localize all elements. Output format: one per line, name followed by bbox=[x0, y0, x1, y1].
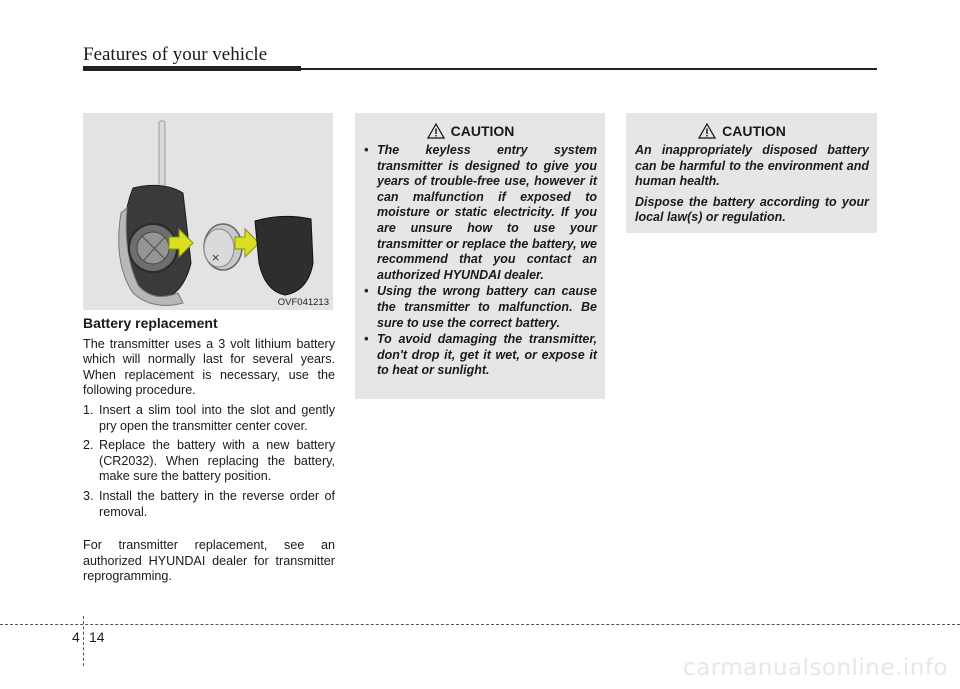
svg-text:×: × bbox=[211, 251, 221, 264]
caution-header bbox=[635, 123, 869, 139]
warning-triangle-icon bbox=[698, 123, 716, 139]
watermark: carmanualsonline.info bbox=[682, 655, 948, 681]
figure-code: OVF041213 bbox=[277, 297, 329, 308]
step-number: 1. bbox=[83, 402, 94, 417]
section-heading: Battery replacement bbox=[83, 315, 218, 331]
bullet: • bbox=[364, 332, 369, 347]
caution-box-transmitter bbox=[355, 113, 605, 399]
step-text: Install the battery in the reverse order of removal. bbox=[99, 488, 335, 519]
chapter-number: 4 bbox=[72, 629, 80, 645]
caution-paragraph: Dispose the battery according to your local law(s) or regulation. bbox=[635, 194, 869, 225]
list-item bbox=[364, 284, 597, 331]
step-text: Replace the battery with a new battery (CR2032). When replacing the battery, make sure the battery position. bbox=[99, 438, 335, 484]
caution-title: CAUTION bbox=[722, 123, 786, 139]
battery-replacement-section bbox=[83, 316, 335, 585]
replacement-note: For transmitter replacement, see an authorized HYUNDAI dealer for transmitter reprogramming. bbox=[83, 538, 335, 584]
key-fob-illustration bbox=[83, 113, 333, 310]
list-item bbox=[83, 438, 335, 485]
caution-header bbox=[364, 123, 597, 139]
header-rule-thin bbox=[301, 68, 877, 70]
step-number: 2. bbox=[83, 438, 94, 453]
caution-box-disposal bbox=[626, 113, 877, 233]
step-text: Insert a slim tool into the slot and gently pry open the transmitter center cover. bbox=[99, 402, 335, 433]
warning-triangle-icon bbox=[427, 123, 445, 139]
list-item bbox=[83, 403, 335, 434]
list-item bbox=[364, 143, 597, 283]
caution-text: To avoid damaging the transmitter, don't drop it, get it wet, or expose it to heat or sunlight. bbox=[377, 332, 597, 378]
list-item bbox=[364, 332, 597, 379]
caution-text: Using the wrong battery can cause the transmitter to malfunction. Be sure to use the correct battery. bbox=[377, 284, 597, 330]
intro-paragraph: The transmitter uses a 3 volt lithium battery which will normally last for several years. When replacement is necessary, use the following procedure. bbox=[83, 336, 335, 398]
page-number: 14 bbox=[89, 629, 105, 645]
bullet: • bbox=[364, 143, 369, 157]
caution-title: CAUTION bbox=[450, 123, 515, 139]
page-header-title: Features of your vehicle bbox=[83, 44, 268, 65]
step-number: 3. bbox=[83, 488, 94, 503]
header-rule-thick bbox=[83, 66, 301, 71]
footer-dashed-rule bbox=[0, 624, 960, 625]
footer-dashed-divider bbox=[83, 616, 84, 666]
bullet: • bbox=[364, 284, 369, 299]
caution-list bbox=[364, 143, 597, 379]
list-item bbox=[83, 489, 335, 520]
battery-replacement-figure bbox=[83, 113, 333, 310]
caution-text: The keyless entry system transmitter is designed to give you years of trouble-free use, however it can malfunction if exposed to moisture or static electricity. If you are unsure how to use your transmitter or replace the battery, we recommend that you contact an authorized HYUNDAI dealer. bbox=[377, 143, 597, 282]
caution-paragraph: An inappropriately disposed battery can be harmful to the environment and human health. bbox=[635, 143, 869, 189]
procedure-list bbox=[83, 403, 335, 520]
